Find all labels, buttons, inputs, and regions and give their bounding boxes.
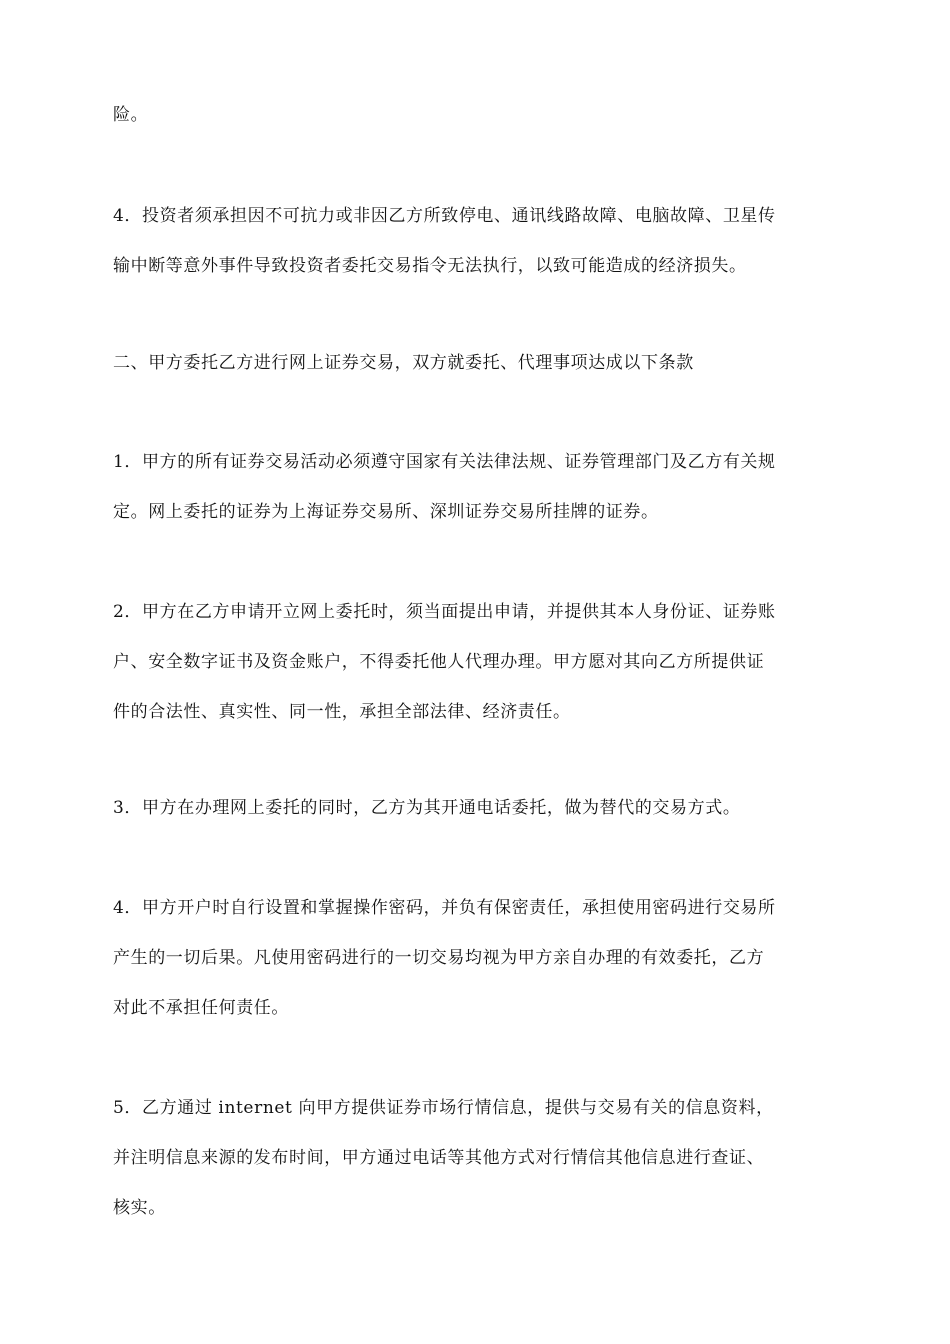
paragraph-clause-3 <box>113 783 838 833</box>
paragraph-clause-2 <box>113 587 838 737</box>
text-line: 二、甲方委托乙方进行网上证券交易，双方就委托、代理事项达成以下条款 <box>113 353 694 373</box>
text-line: 4．投资者须承担因不可抗力或非因乙方所致停电、通讯线路故障、电脑故障、卫星传 <box>113 206 776 226</box>
text-line: 5．乙方通过 internet 向甲方提供证券市场行情信息，提供与交易有关的信息资料， <box>113 1098 774 1118</box>
paragraph-clause-5 <box>113 1083 838 1233</box>
paragraph-risk-4 <box>113 191 838 291</box>
text-line: 件的合法性、真实性、同一性，承担全部法律、经济责任。 <box>113 702 571 722</box>
text-line: 4．甲方开户时自行设置和掌握操作密码，并负有保密责任，承担使用密码进行交易所 <box>113 898 776 918</box>
text-line: 3．甲方在办理网上委托的同时，乙方为其开通电话委托，做为替代的交易方式。 <box>113 798 741 818</box>
text-line: 对此不承担任何责任。 <box>113 998 289 1018</box>
section-heading-2 <box>113 338 838 388</box>
text-line: 产生的一切后果。凡使用密码进行的一切交易均视为甲方亲自办理的有效委托，乙方 <box>113 948 765 968</box>
text-line: 核实。 <box>113 1198 166 1218</box>
paragraph-continuation <box>113 90 838 140</box>
text-line: 输中断等意外事件导致投资者委托交易指令无法执行，以致可能造成的经济损失。 <box>113 256 747 276</box>
text-line: 户、安全数字证书及资金账户，不得委托他人代理办理。甲方愿对其向乙方所提供证 <box>113 652 765 672</box>
paragraph-clause-1 <box>113 437 838 537</box>
text-line: 险。 <box>113 105 149 125</box>
text-line: 1．甲方的所有证券交易活动必须遵守国家有关法律法规、证券管理部门及乙方有关规 <box>113 452 776 472</box>
paragraph-clause-4 <box>113 883 838 1033</box>
text-line: 2．甲方在乙方申请开立网上委托时，须当面提出申请，并提供其本人身份证、证券账 <box>113 602 776 622</box>
text-line: 定。网上委托的证券为上海证券交易所、深圳证券交易所挂牌的证券。 <box>113 502 659 522</box>
text-line: 并注明信息来源的发布时间，甲方通过电话等其他方式对行情信其他信息进行查证、 <box>113 1148 765 1168</box>
